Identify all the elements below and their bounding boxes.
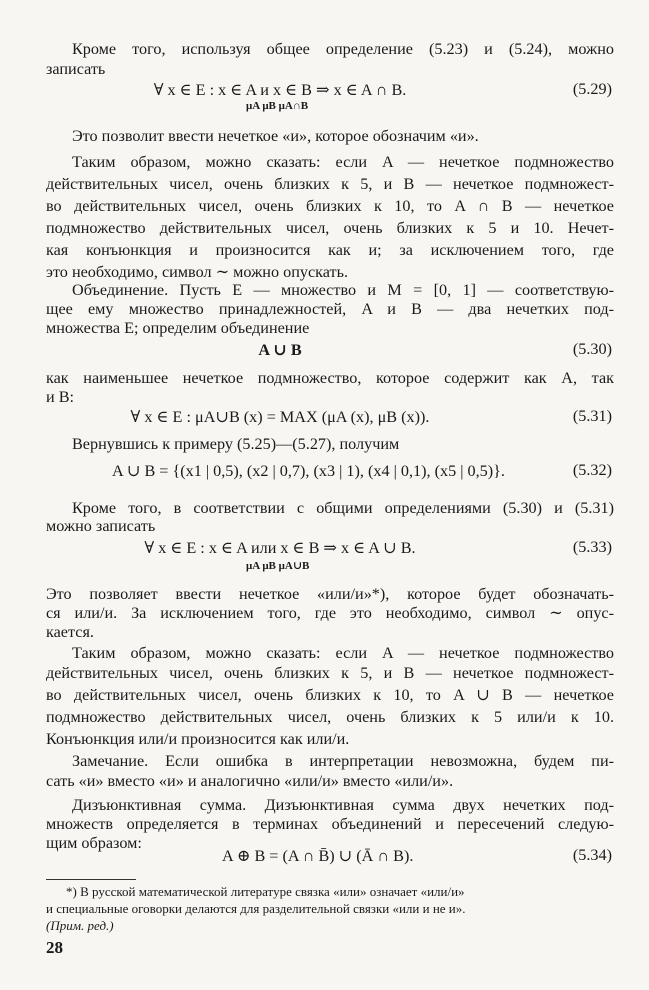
formula-5-33: ∀ x ∈ E : x ∈ A или x ∈ B ⇒ x ∈ A ∪ B. [144,539,416,557]
text-line: Конъюнкция или/и произносится как или/и. [46,730,350,748]
equation-number: (5.30) [572,340,612,358]
text-line: щим образом: [46,834,142,852]
text-line: сать «и» вместо «и» и аналогично «или/и» вместо «или/и». [46,772,454,790]
text-line: подмножество действительных чисел, очень близких к 5 и 10. Нечет- [46,219,614,237]
formula-5-30: A ∪ B [258,341,302,359]
text-line: во действительных чисел, очень близких к 10, то A ∩ B — нечеткое [46,197,614,215]
equation-number: (5.33) [572,538,612,556]
text-line: множеств определяется в терминах объединений и пересечений следую- [46,815,614,833]
footnote-line: (Прим. ред.) [46,918,114,933]
text-line: можно записать [46,517,156,535]
footnote-line: *) В русской математической литературе связка «или» означает «или/и» [66,884,465,899]
text-line: действительных чисел, очень близких к 5, и B — нечеткое подмножест- [46,175,614,193]
text-line: Объединение. Пусть E — множество и M = [0, 1] — соответствую- [72,281,614,299]
footnote-line: и специальные оговорки делаются для разделительной связки «или и не и». [46,901,466,916]
footnote-divider [46,879,136,880]
text-line: кается. [46,623,94,641]
formula-5-31: ∀ x ∈ E : μA∪B (x) = MAX (μA (x), μB (x)). [130,408,430,426]
equation-number: (5.34) [572,846,612,864]
page-number: 28 [46,938,63,957]
text-line: Таким образом, можно сказать: если A — нечеткое подмножество [72,644,614,662]
text-line: кая конъюнкция и произносится как и; за исключением того, где [46,241,614,259]
text-line: Таким образом, можно сказать: если A — нечеткое подмножество [72,153,614,171]
formula-5-34: A ⊕ B = (A ∩ B̄) ∪ (Ā ∩ B). [222,847,414,865]
formula-5-29-subscripts: μA μB μA∩B [246,100,309,112]
formula-5-33-subscripts: μA μB μA∪B [246,560,310,572]
text-line: и B: [46,388,75,406]
text-line: Это позволит ввести нечеткое «и», которое обозначим «и». [72,127,479,145]
text-line: Вернувшись к примеру (5.25)—(5.27), получим [72,435,400,453]
formula-5-32: A ∪ B = {(x1 | 0,5), (x2 | 0,7), (x3 | 1), (x4 | 0,1), (x5 | 0,5)}. [112,462,505,480]
text-line: во действительных чисел, очень близких к 10, то A ∪ B — нечеткое [46,686,614,704]
text-line: записать [46,60,106,78]
text-line: как наименьшее нечеткое подмножество, которое содержит как A, так [46,369,614,387]
text-line: множества E; определим объединение [46,319,310,337]
text-line: ся или/и. За исключением того, где это необходимо, символ ∼ опус- [46,604,614,622]
equation-number: (5.32) [572,461,612,479]
text-line: Кроме того, используя общее определение (5.23) и (5.24), можно [72,40,614,58]
text-line: это необходимо, символ ∼ можно опускать. [46,263,349,281]
text-line: щее ему множество принадлежностей, A и B — два нечетких под- [46,300,614,318]
equation-number: (5.29) [572,80,612,98]
text-line: действительных чисел, очень близких к 5, и B — нечеткое подмножест- [46,664,614,682]
text-line: Кроме того, в соответствии с общими определениями (5.30) и (5.31) [72,499,614,517]
text-line: Дизъюнктивная сумма. Дизъюнктивная сумма двух нечетких под- [72,796,614,814]
equation-number: (5.31) [572,407,612,425]
text-line: подмножество действительных чисел, очень близких к 5 или/и к 10. [46,708,614,726]
text-line: Это позволяет ввести нечеткое «или/и»*), которое будет обозначать- [46,585,614,603]
formula-5-29: ∀ x ∈ E : x ∈ A и x ∈ B ⇒ x ∈ A ∩ B. [153,81,407,99]
text-line: Замечание. Если ошибка в интерпретации невозможна, будем пи- [72,752,614,770]
